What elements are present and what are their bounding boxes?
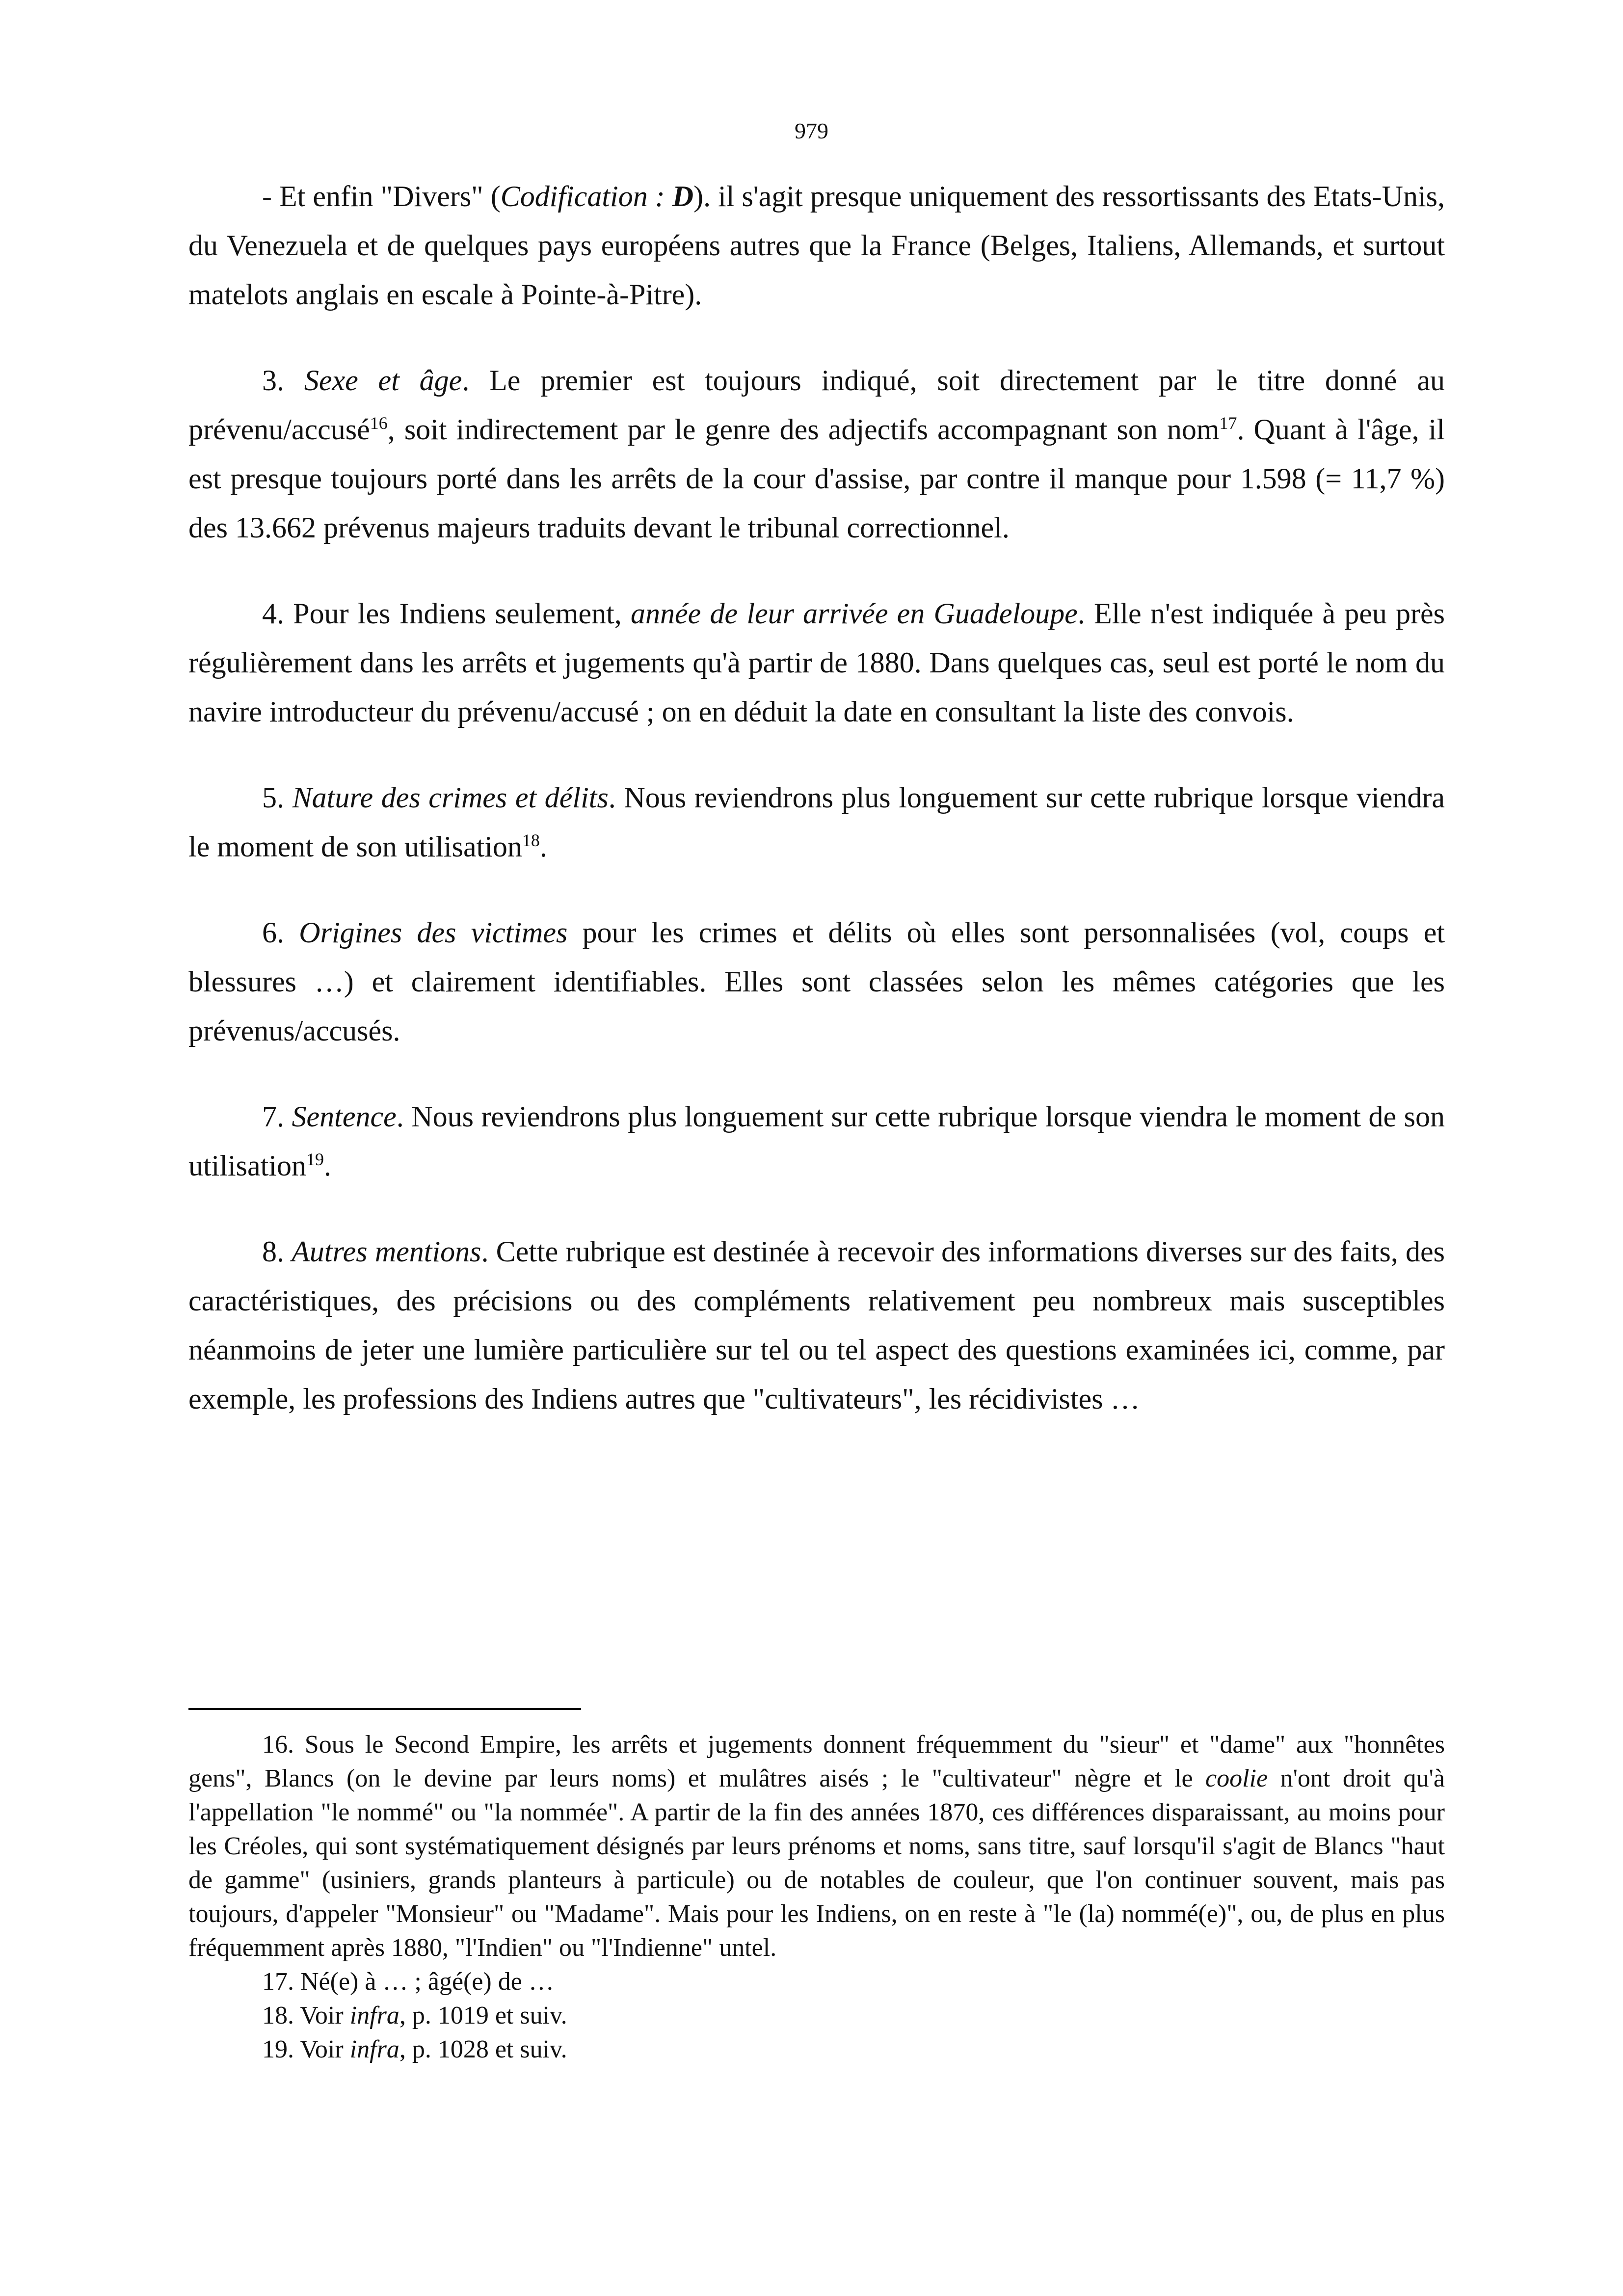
paragraph-sexe-age: [188, 356, 1445, 552]
footnote-text: Sous le Second Empire, les arrêts et jugements donnent fréquemment du "sieur" et "dame" aux "honnêtes gens", Blancs (on le devine par leurs noms) et mulâtres aisés ; le "cultivateur" nègre et le: [188, 1731, 1445, 1792]
item-number: 3.: [262, 364, 304, 397]
paragraph-divers: [188, 172, 1445, 319]
footnote-19: [188, 2032, 1445, 2066]
item-number: 5.: [262, 781, 293, 814]
footnote-18: [188, 1999, 1445, 2032]
divers-rest: ). il s'agit presque uniquement des ressortissants des Etats-Unis, du Venezuela et de quelques pays européens autres que la France (Belges, Italiens, Allemands, et surtout matelots anglais en escale à Pointe-à-Pitre).: [188, 180, 1445, 311]
footnote-number: 16.: [262, 1731, 305, 1759]
item-text: .: [324, 1149, 331, 1182]
item-title: Sentence: [292, 1100, 397, 1133]
paragraph-sentence: [188, 1092, 1445, 1190]
footnote-italic: infra: [349, 2002, 399, 2029]
footnote-text: Voir: [300, 2035, 350, 2063]
item-text: . Nous reviendrons plus longuement sur cette rubrique lorsque viendra le moment de son utilisation: [188, 781, 1445, 863]
item-text: .: [539, 830, 547, 863]
divers-code: D: [672, 180, 694, 213]
footnote-ref-19[interactable]: 19: [306, 1149, 324, 1169]
paragraph-nature: [188, 773, 1445, 871]
item-title: Autres mentions: [292, 1235, 481, 1268]
footnote-17: [188, 1965, 1445, 1999]
item-text: pour les crimes et délits où elles sont personnalisées (vol, coups et blessures …) et clairement identifiables. Elles sont classées selon les mêmes catégories que les prévenus/accusés.: [188, 916, 1445, 1047]
footnote-italic: infra: [349, 2035, 399, 2063]
footnote-text: , p. 1019 et suiv.: [399, 2002, 567, 2029]
item-text: . Elle n'est indiquée à peu près régulièrement dans les arrêts et jugements qu'à partir de 1880. Dans quelques cas, seul est porté le nom du navire introducteur du prévenu/accusé ; on en déduit la date en consultant la liste des convois.: [188, 597, 1445, 728]
paragraph-indiens: [188, 589, 1445, 736]
item-text: , soit indirectement par le genre des adjectifs accompagnant son nom: [387, 413, 1220, 446]
page-number: 979: [795, 118, 828, 143]
main-text: [188, 172, 1445, 1423]
footnote-number: 19.: [262, 2035, 300, 2063]
footnotes: [188, 1728, 1445, 2066]
item-number: 6.: [262, 916, 299, 949]
item-title: Nature des crimes et délits: [292, 781, 609, 814]
footnote-number: 18.: [262, 2002, 300, 2029]
footnote-text: Né(e) à … ; âgé(e) de …: [300, 1968, 554, 1996]
item-title: année de leur arrivée en Guadeloupe: [630, 597, 1078, 630]
footnote-ref-16[interactable]: 16: [370, 413, 388, 433]
divers-italic: Codification :: [500, 180, 672, 213]
footnote-text: Voir: [300, 2002, 350, 2029]
divers-lead: - Et enfin "Divers" (: [262, 180, 501, 213]
footnote-text: n'ont droit qu'à l'appellation "le nommé" ou "la nommée". A partir de la fin des années 1870, ces différences disparaissant, au moins pour les Créoles, qui sont systématiquement désignés par leurs prénoms et noms, sans titre, sauf lorsqu'il s'agit de Blancs "haut de gamme" (usiniers, grands planteurs à particule) ou de notables de couleur, que l'on continuer souvent, mais pas toujours, d'appeler "Monsieur" ou "Madame". Mais pour les Indiens, on en reste à "le (la) nommé(e)", ou, de plus en plus fréquemment après 1880, "l'Indien" ou "l'Indienne" untel.: [188, 1764, 1445, 1962]
item-text: Pour les Indiens seulement,: [293, 597, 631, 630]
footnote-number: 17.: [262, 1968, 300, 1996]
item-title: Sexe et âge: [304, 364, 462, 397]
item-text: . Cette rubrique est destinée à recevoir des informations diverses sur des faits, des caractéristiques, des précisions ou des compléments relativement peu nombreux mais susceptibles néanmoins de jeter une lumière particulière sur tel ou tel aspect des questions examinées ici, comme, par exemple, les professions des Indiens autres que "cultivateurs", les récidivistes …: [188, 1235, 1445, 1415]
footnote-ref-18[interactable]: 18: [522, 830, 540, 850]
footnote-italic: coolie: [1205, 1764, 1268, 1792]
item-text: . Nous reviendrons plus longuement sur cette rubrique lorsque viendra le moment de son utilisation: [188, 1100, 1445, 1182]
item-text: . Le premier est toujours indiqué, soit directement par le titre donné au prévenu/accusé: [188, 364, 1445, 446]
footnote-16: [188, 1728, 1445, 1965]
item-number: 8.: [262, 1235, 292, 1268]
footnote-separator: [188, 1708, 581, 1710]
item-title: Origines des victimes: [299, 916, 568, 949]
item-number: 7.: [262, 1100, 292, 1133]
paragraph-autres: [188, 1227, 1445, 1423]
item-number: 4.: [262, 597, 293, 630]
footnote-text: , p. 1028 et suiv.: [399, 2035, 567, 2063]
paragraph-origines: [188, 908, 1445, 1055]
item-text: . Quant à l'âge, il est presque toujours porté dans les arrêts de la cour d'assise, par contre il manque pour 1.598 (= 11,7 %) des 13.662 prévenus majeurs traduits devant le tribunal correctionnel.: [188, 413, 1445, 544]
footnote-ref-17[interactable]: 17: [1219, 413, 1237, 433]
